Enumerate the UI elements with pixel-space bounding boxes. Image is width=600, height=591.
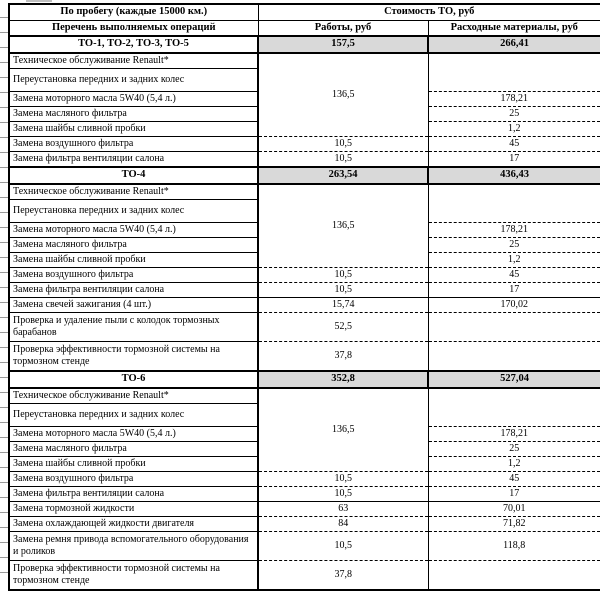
materials-merged-cell [428, 388, 600, 427]
materials-cell: 17 [428, 283, 600, 298]
operation-cell: Переустановка передних и задних колес [9, 404, 258, 427]
table-row [9, 517, 600, 532]
works-cell: 10,5 [258, 137, 428, 152]
operation-cell: Замена охлаждающей жидкости двигателя [9, 517, 258, 532]
section-title: ТО-1, ТО-2, ТО-3, ТО-5 [9, 36, 258, 53]
materials-cell: 1,2 [428, 457, 600, 472]
section-works-total: 352,8 [258, 371, 428, 388]
operation-cell: Техническое обслуживание Renault* [9, 184, 258, 200]
header-operations: Перечень выполняемых операций [9, 21, 258, 37]
materials-cell: 45 [428, 268, 600, 283]
operation-cell: Замена фильтра вентиляции салона [9, 152, 258, 168]
section-title: ТО-4 [9, 167, 258, 184]
header-works: Работы, руб [258, 21, 428, 37]
operation-cell: Замена шайбы сливной пробки [9, 457, 258, 472]
operation-cell: Техническое обслуживание Renault* [9, 53, 258, 69]
section-header-to1235 [9, 36, 600, 53]
table-row [9, 298, 600, 313]
operation-cell: Переустановка передних и задних колес [9, 200, 258, 223]
works-cell: 10,5 [258, 152, 428, 168]
table-row [9, 283, 600, 298]
materials-cell: 71,82 [428, 517, 600, 532]
section-materials-total: 266,41 [428, 36, 600, 53]
materials-cell: 170,02 [428, 298, 600, 313]
cropped-row-artifact [26, 0, 52, 2]
table-row [9, 137, 600, 152]
table-row [9, 561, 600, 591]
operation-cell: Замена воздушного фильтра [9, 137, 258, 152]
spreadsheet-area [0, 3, 600, 591]
works-cell: 37,8 [258, 342, 428, 372]
operation-cell: Замена масляного фильтра [9, 107, 258, 122]
section-works-total: 157,5 [258, 36, 428, 53]
materials-cell: 118,8 [428, 532, 600, 561]
works-cell: 63 [258, 502, 428, 517]
maintenance-cost-table [8, 3, 600, 591]
header-row-2 [9, 21, 600, 37]
operation-cell: Замена фильтра вентиляции салона [9, 283, 258, 298]
materials-cell: 178,21 [428, 92, 600, 107]
materials-cell: 25 [428, 442, 600, 457]
materials-cell: 45 [428, 472, 600, 487]
section-works-total: 263,54 [258, 167, 428, 184]
materials-cell: 25 [428, 107, 600, 122]
table-row [9, 313, 600, 342]
works-merged-cell: 136,5 [258, 388, 428, 472]
operation-cell: Техническое обслуживание Renault* [9, 388, 258, 404]
works-cell: 15,74 [258, 298, 428, 313]
operation-cell: Замена воздушного фильтра [9, 268, 258, 283]
works-cell: 10,5 [258, 487, 428, 502]
operation-cell: Замена моторного масла 5W40 (5,4 л.) [9, 223, 258, 238]
works-cell: 10,5 [258, 472, 428, 487]
operation-cell: Замена моторного масла 5W40 (5,4 л.) [9, 427, 258, 442]
spreadsheet-gutter [0, 3, 8, 582]
materials-cell: 17 [428, 152, 600, 168]
table-row [9, 487, 600, 502]
table-row [9, 532, 600, 561]
section-header-to4 [9, 167, 600, 184]
materials-cell: 178,21 [428, 427, 600, 442]
operation-cell: Проверка эффективности тормозной системы на тормозном стенде [9, 561, 258, 591]
header-cost-group: Стоимость ТО, руб [258, 4, 600, 21]
works-cell: 10,5 [258, 268, 428, 283]
materials-cell [428, 561, 600, 591]
table-row [9, 53, 600, 69]
section-materials-total: 527,04 [428, 371, 600, 388]
operation-cell: Замена воздушного фильтра [9, 472, 258, 487]
section-materials-total: 436,43 [428, 167, 600, 184]
operation-cell: Замена моторного масла 5W40 (5,4 л.) [9, 92, 258, 107]
materials-cell: 45 [428, 137, 600, 152]
table-row [9, 184, 600, 200]
section-header-to6 [9, 371, 600, 388]
works-cell: 10,5 [258, 532, 428, 561]
header-mileage-group: По пробегу (каждые 15000 км.) [9, 4, 258, 21]
table-row [9, 502, 600, 517]
works-merged-cell: 136,5 [258, 184, 428, 268]
materials-cell: 1,2 [428, 122, 600, 137]
operation-cell: Замена ремня привода вспомогательного оборудования и роликов [9, 532, 258, 561]
operation-cell: Замена шайбы сливной пробки [9, 253, 258, 268]
operation-cell: Замена тормозной жидкости [9, 502, 258, 517]
materials-merged-cell [428, 53, 600, 92]
operation-cell: Проверка и удаление пыли с колодок тормозных барабанов [9, 313, 258, 342]
materials-cell: 25 [428, 238, 600, 253]
operation-cell: Проверка эффективности тормозной системы на тормозном стенде [9, 342, 258, 372]
table-row [9, 342, 600, 372]
operation-cell: Замена масляного фильтра [9, 238, 258, 253]
materials-cell: 70,01 [428, 502, 600, 517]
header-materials: Расходные материалы, руб [428, 21, 600, 37]
works-cell: 52,5 [258, 313, 428, 342]
operation-cell: Замена фильтра вентиляции салона [9, 487, 258, 502]
operation-cell: Замена свечей зажигания (4 шт.) [9, 298, 258, 313]
table-row [9, 152, 600, 168]
works-cell: 10,5 [258, 283, 428, 298]
materials-cell: 178,21 [428, 223, 600, 238]
operation-cell: Замена масляного фильтра [9, 442, 258, 457]
table-row [9, 268, 600, 283]
header-row-1 [9, 4, 600, 21]
table-row [9, 472, 600, 487]
section-title: ТО-6 [9, 371, 258, 388]
operation-cell: Переустановка передних и задних колес [9, 69, 258, 92]
table-row [9, 388, 600, 404]
materials-cell: 1,2 [428, 253, 600, 268]
operation-cell: Замена шайбы сливной пробки [9, 122, 258, 137]
materials-cell [428, 342, 600, 372]
materials-cell: 17 [428, 487, 600, 502]
works-merged-cell: 136,5 [258, 53, 428, 137]
works-cell: 84 [258, 517, 428, 532]
materials-merged-cell [428, 184, 600, 223]
materials-cell [428, 313, 600, 342]
works-cell: 37,8 [258, 561, 428, 591]
